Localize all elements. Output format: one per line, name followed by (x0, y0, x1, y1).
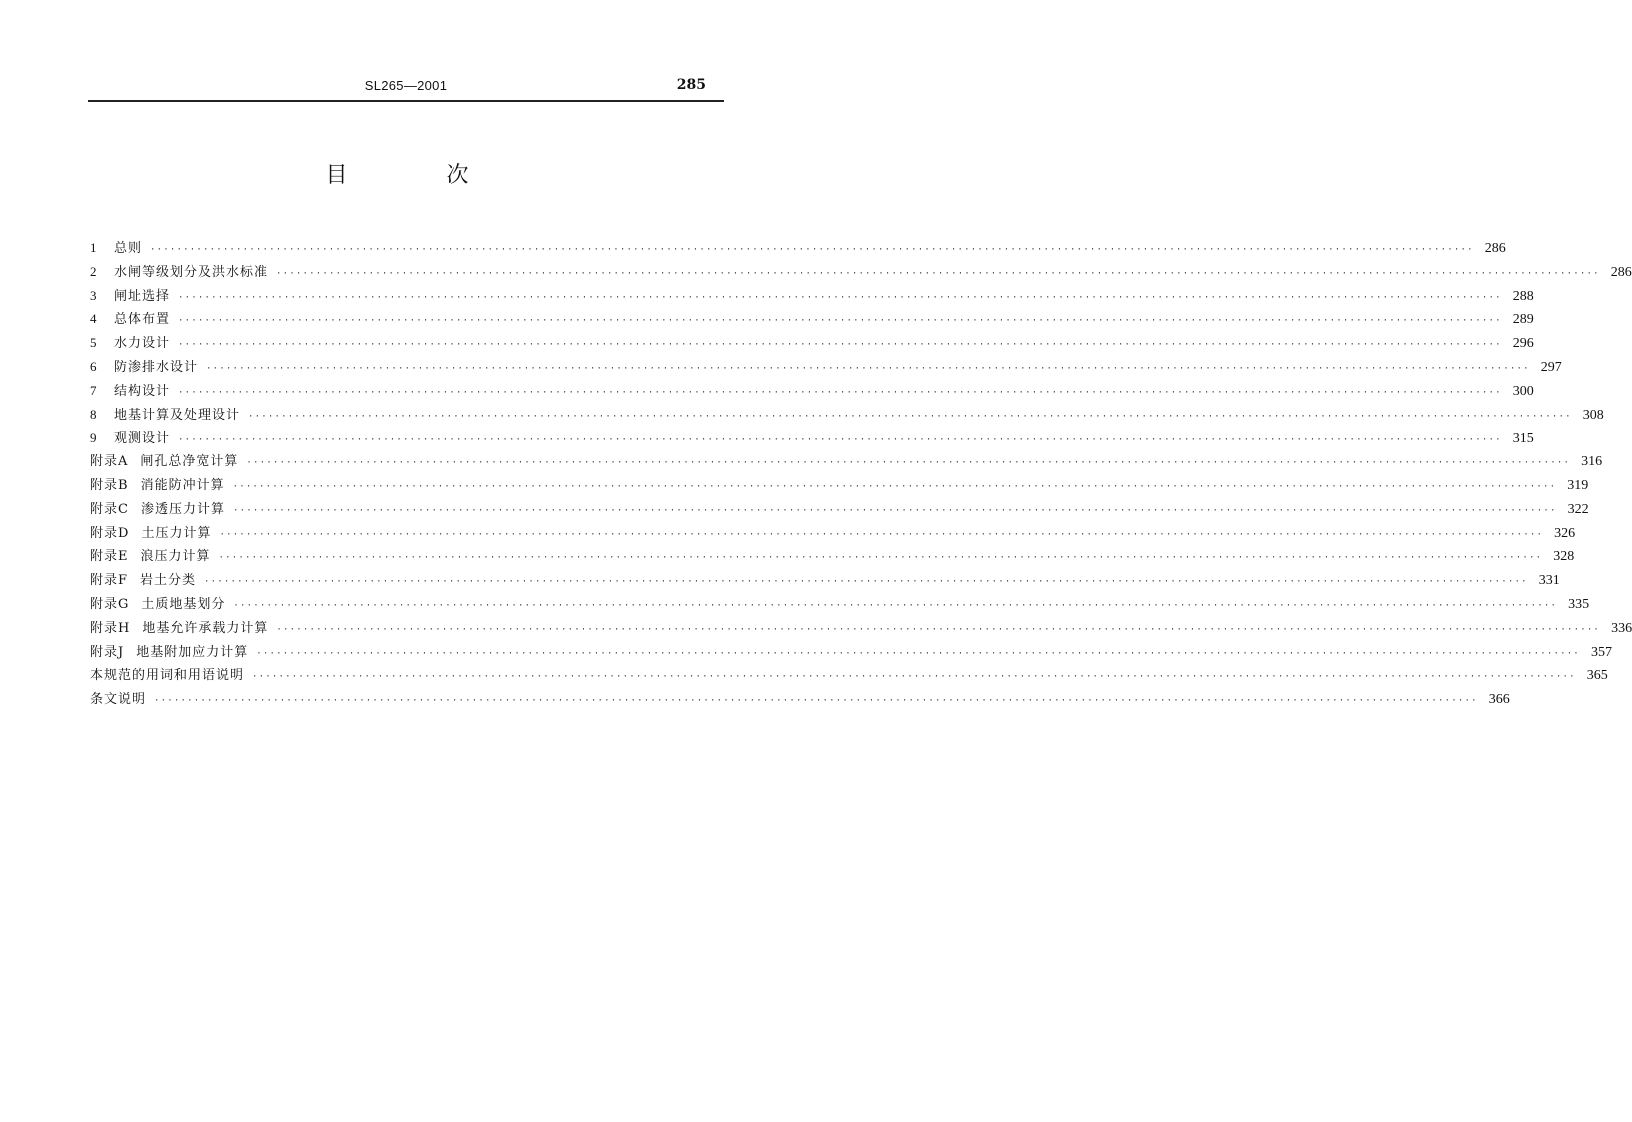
toc-tail-entry[interactable] (90, 688, 1510, 712)
leader-dots: ········································································································································································································ (232, 505, 1557, 516)
toc-appendix-entry[interactable] (90, 545, 1575, 569)
toc-entry-number: 4 (90, 311, 97, 327)
appendix-title: 土质地基划分 (141, 596, 226, 612)
leader-dots: ········································································································································································································ (246, 458, 1571, 469)
toc-entry-label: 闸址选择 (114, 288, 171, 304)
toc-entry-number: 8 (90, 406, 97, 422)
appendix-title: 土压力计算 (141, 525, 212, 541)
appendix-label: 附录G (90, 596, 130, 612)
appendix-title: 地基允许承载力计算 (142, 620, 269, 636)
appendix-title: 浪压力计算 (140, 549, 211, 565)
toc-entry[interactable] (90, 355, 1562, 379)
toc-entry-page: 308 (1582, 407, 1604, 423)
leader-dots: ········································································································································································································ (178, 292, 1502, 303)
leader-dots: ········································································································································································································ (150, 245, 1474, 255)
appendix-page: 336 (1611, 620, 1632, 636)
appendix-page: 319 (1567, 477, 1589, 493)
table-of-contents (90, 236, 1632, 712)
appendix-title: 消能防冲计算 (140, 477, 225, 493)
toc-appendix-entry[interactable] (90, 617, 1632, 641)
leader-dots: ········································································································································································································ (233, 600, 1558, 611)
appendix-page: 335 (1568, 596, 1590, 612)
appendix-page: 357 (1590, 644, 1612, 660)
toc-entry-page: 296 (1512, 336, 1534, 352)
standard-code: SL265—2001 (364, 78, 448, 93)
toc-tail-page: 366 (1488, 692, 1510, 708)
appendix-label: 附录A (90, 454, 129, 470)
appendix-title: 闸孔总净宽计算 (140, 454, 239, 470)
appendix-label: 附录H (90, 620, 131, 636)
toc-entry-label: 地基计算及处理设计 (114, 407, 241, 423)
toc-appendix-entry[interactable] (90, 498, 1589, 522)
leader-dots: ········································································································································································································ (178, 387, 1502, 398)
toc-entry-label: 结构设计 (114, 383, 171, 399)
appendix-label: 附录B (90, 477, 129, 493)
appendix-label: 附录E (90, 549, 129, 565)
appendix-title: 渗透压力计算 (140, 501, 225, 517)
appendix-page: 316 (1581, 454, 1603, 470)
appendix-page: 328 (1553, 549, 1575, 565)
toc-entry-page: 315 (1512, 431, 1534, 447)
toc-entry-number: 1 (90, 240, 97, 255)
leader-dots: ········································································································································································································ (276, 624, 1601, 635)
leader-dots: ········································································································································································································ (204, 577, 1528, 588)
toc-entry-label: 水闸等级划分及洪水标准 (114, 264, 269, 280)
toc-entry-label: 水力设计 (114, 336, 171, 352)
toc-entry[interactable] (90, 284, 1534, 308)
leader-dots: ········································································································································································································ (248, 411, 1572, 422)
toc-appendix-entry[interactable] (90, 641, 1612, 665)
appendix-label: 附录D (90, 525, 130, 541)
toc-tail-label: 本规范的用词和用语说明 (90, 668, 245, 684)
leader-dots: ········································································································································································································ (178, 340, 1502, 351)
appendix-label: 附录C (90, 501, 129, 517)
appendix-page: 326 (1554, 525, 1576, 541)
toc-entry-number: 6 (90, 358, 97, 374)
toc-entry[interactable] (90, 260, 1632, 284)
toc-entry-number: 9 (90, 430, 97, 446)
appendix-page: 331 (1538, 573, 1560, 589)
toc-entry-page: 286 (1484, 241, 1506, 256)
toc-appendix-entry[interactable] (90, 522, 1576, 546)
toc-tail-page: 365 (1586, 668, 1608, 684)
toc-appendix-entry[interactable] (90, 450, 1603, 474)
appendix-page: 322 (1567, 501, 1589, 517)
toc-entry-number: 3 (90, 287, 97, 303)
toc-entry-label: 总体布置 (114, 312, 171, 328)
toc-entry-number: 7 (90, 382, 97, 398)
toc-entry[interactable] (90, 426, 1534, 450)
leader-dots: ········································································································································································································ (276, 268, 1600, 279)
toc-entry-page: 297 (1540, 359, 1562, 375)
toc-entry-number: 5 (90, 335, 97, 351)
appendix-title: 地基附加应力计算 (136, 644, 249, 660)
toc-entry-label: 总则 (114, 241, 143, 256)
toc-tail-label: 条文说明 (90, 692, 147, 708)
toc-entry[interactable] (90, 379, 1534, 403)
toc-appendix-entry[interactable] (90, 474, 1589, 498)
toc-tail-entry[interactable] (90, 664, 1608, 688)
appendix-label: 附录F (90, 573, 129, 589)
toc-entry[interactable] (90, 403, 1604, 427)
toc-entry-page: 288 (1512, 288, 1534, 304)
leader-dots: ········································································································································································································ (232, 481, 1557, 492)
toc-entry-page: 300 (1512, 383, 1534, 399)
leader-dots: ········································································································································································································ (219, 529, 1544, 540)
toc-appendix-entry[interactable] (90, 593, 1590, 617)
leader-dots: ········································································································································································································ (154, 696, 1478, 707)
toc-appendix-entry[interactable] (90, 569, 1560, 593)
toc-entry-page: 289 (1512, 312, 1534, 328)
leader-dots: ········································································································································································································ (206, 363, 1530, 374)
leader-dots: ········································································································································································································ (218, 553, 1543, 564)
page-number: 285 (676, 77, 706, 93)
toc-entry-number: 2 (90, 263, 97, 279)
toc-entry[interactable] (90, 236, 1506, 260)
leader-dots: ········································································································································································································ (256, 648, 1580, 659)
leader-dots: ········································································································································································································ (178, 316, 1502, 327)
running-header (88, 76, 724, 100)
appendix-title: 岩土分类 (140, 573, 197, 589)
appendix-label: 附录J (90, 644, 125, 660)
toc-title: 目 次 (325, 163, 515, 188)
toc-entry[interactable] (90, 331, 1534, 355)
leader-dots: ········································································································································································································ (252, 672, 1576, 683)
toc-entry-label: 防渗排水设计 (114, 359, 199, 375)
toc-entry-page: 286 (1610, 264, 1632, 280)
toc-entry-label: 观测设计 (114, 431, 171, 447)
header-rule (88, 100, 724, 102)
leader-dots: ········································································································································································································ (178, 435, 1502, 446)
toc-entry[interactable] (90, 307, 1534, 331)
